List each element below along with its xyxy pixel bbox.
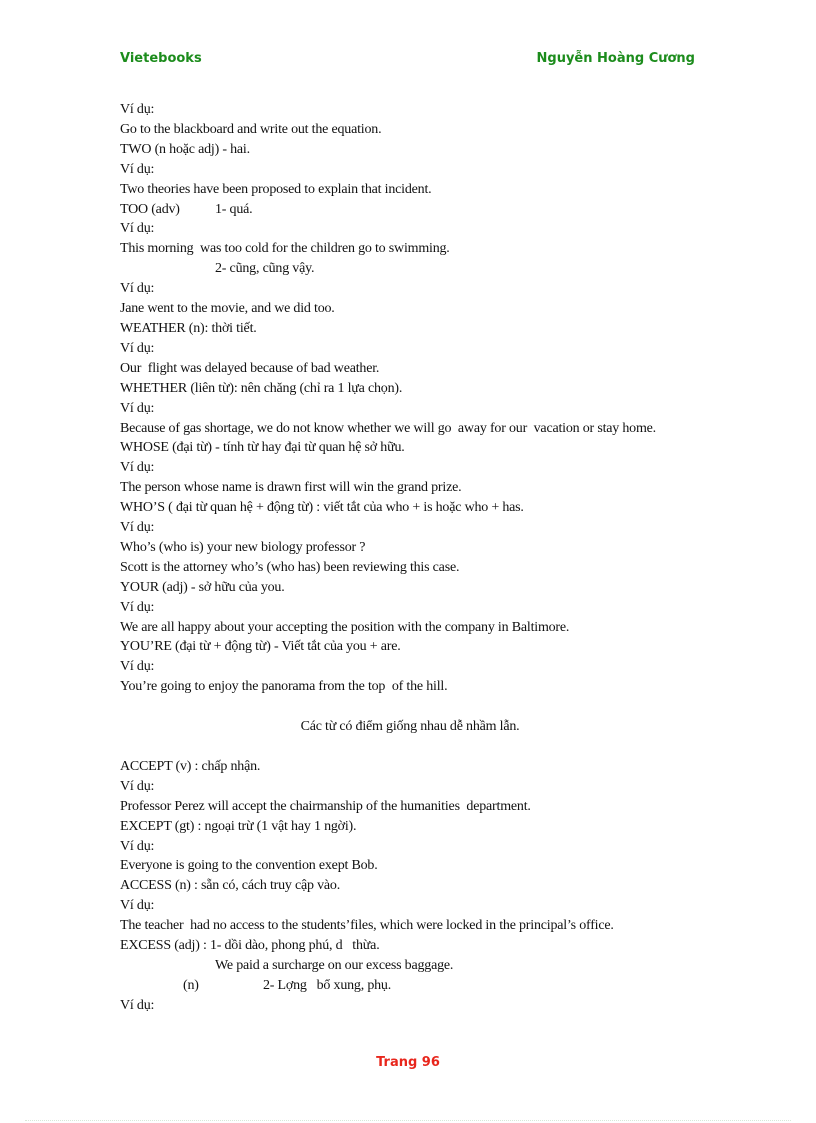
- text-line: Who’s (who is) your new biology professor ?: [120, 539, 366, 555]
- text-line: Our flight was delayed because of bad weather.: [120, 360, 380, 376]
- text-line: WHOSE (đại từ) - tính từ hay đại từ quan hệ sở hữu.: [120, 440, 405, 456]
- text-line: WEATHER (n): thời tiết.: [120, 320, 257, 336]
- excess-noun-entry: [120, 976, 770, 996]
- text-line: ACCESS (n) : sẵn có, cách truy cập vào.: [120, 878, 341, 894]
- text-line: EXCESS (adj) : 1- dồi dào, phong phú, d thừa.: [120, 938, 380, 954]
- text-line: Go to the blackboard and write out the equation.: [120, 121, 382, 137]
- page-border: [25, 1120, 791, 1121]
- excess-noun-meaning: 2- Lợng bổ xung, phụ.: [263, 977, 392, 993]
- section-lines-4: [120, 757, 770, 956]
- last-line: Ví dụ:: [120, 997, 155, 1013]
- section-title: Các từ có điểm giống nhau dễ nhầm lẫn.: [300, 719, 520, 735]
- text-line: The teacher had no access to the students’files, which were locked in the principal’s office.: [120, 918, 614, 934]
- too-entry: [120, 200, 770, 220]
- section-lines-1: [120, 100, 770, 200]
- too-meaning-2: 2- cũng, cũng vậy.: [215, 261, 315, 277]
- text-line: WHO’S ( đại từ quan hệ + động từ) : viết tắt của who + is hoặc who + has.: [120, 500, 524, 516]
- header-author: Nguyễn Hoàng Cương: [536, 51, 695, 66]
- text-line: Ví dụ:: [120, 659, 155, 675]
- text-line: YOUR (adj) - sở hữu của you.: [120, 579, 285, 595]
- text-line: We are all happy about your accepting the position with the company in Baltimore.: [120, 619, 570, 635]
- text-line: Ví dụ:: [120, 221, 155, 237]
- excess-example: We paid a surcharge on our excess baggage.: [215, 957, 454, 973]
- text-line: Two theories have been proposed to explain that incident.: [120, 181, 432, 197]
- too-meaning-1: 1- quá.: [215, 201, 253, 217]
- text-line: EXCEPT (gt) : ngoại trừ (1 vật hay 1 ngời).: [120, 818, 357, 834]
- text-line: Because of gas shortage, we do not know whether we will go away for our vacation or stay home.: [120, 420, 656, 436]
- text-line: Professor Perez will accept the chairmanship of the humanities department.: [120, 798, 531, 814]
- text-line: This morning was too cold for the children go to swimming.: [120, 241, 450, 257]
- text-line: Ví dụ:: [120, 161, 155, 177]
- page-number: Trang 96: [376, 1055, 440, 1070]
- text-line: Ví dụ:: [120, 838, 155, 854]
- text-line: Ví dụ:: [120, 281, 155, 297]
- text-line: Scott is the attorney who’s (who has) been reviewing this case.: [120, 559, 460, 575]
- text-line: WHETHER (liên từ): nên chăng (chỉ ra 1 lựa chọn).: [120, 380, 403, 396]
- text-line: Ví dụ:: [120, 460, 155, 476]
- text-line: Ví dụ:: [120, 102, 155, 117]
- section-lines-3: [120, 279, 770, 697]
- text-line: Ví dụ:: [120, 599, 155, 615]
- text-line: TWO (n hoặc adj) - hai.: [120, 141, 250, 157]
- header-left-title: Vietebooks: [120, 51, 202, 66]
- text-line: You’re going to enjoy the panorama from the top of the hill.: [120, 679, 448, 695]
- spacer: [120, 737, 770, 757]
- text-line: Ví dụ:: [120, 400, 155, 416]
- text-line: Ví dụ:: [120, 520, 155, 536]
- excess-noun-pos: (n): [183, 977, 199, 993]
- text-line: Everyone is going to the convention exept Bob.: [120, 858, 378, 874]
- text-line: Ví dụ:: [120, 778, 155, 794]
- text-line: Jane went to the movie, and we did too.: [120, 301, 335, 317]
- text-line: YOU’RE (đại từ + động từ) - Viết tắt của you + are.: [120, 639, 401, 655]
- text-line: ACCEPT (v) : chấp nhận.: [120, 758, 261, 774]
- text-line: Ví dụ:: [120, 340, 155, 356]
- text-line: Ví dụ:: [120, 898, 155, 914]
- section-lines-2: [120, 219, 770, 259]
- spacer: [120, 697, 770, 717]
- too-term: TOO (adv): [120, 201, 180, 217]
- text-line: The person whose name is drawn first will win the grand prize.: [120, 480, 462, 496]
- page-body: [120, 100, 770, 1016]
